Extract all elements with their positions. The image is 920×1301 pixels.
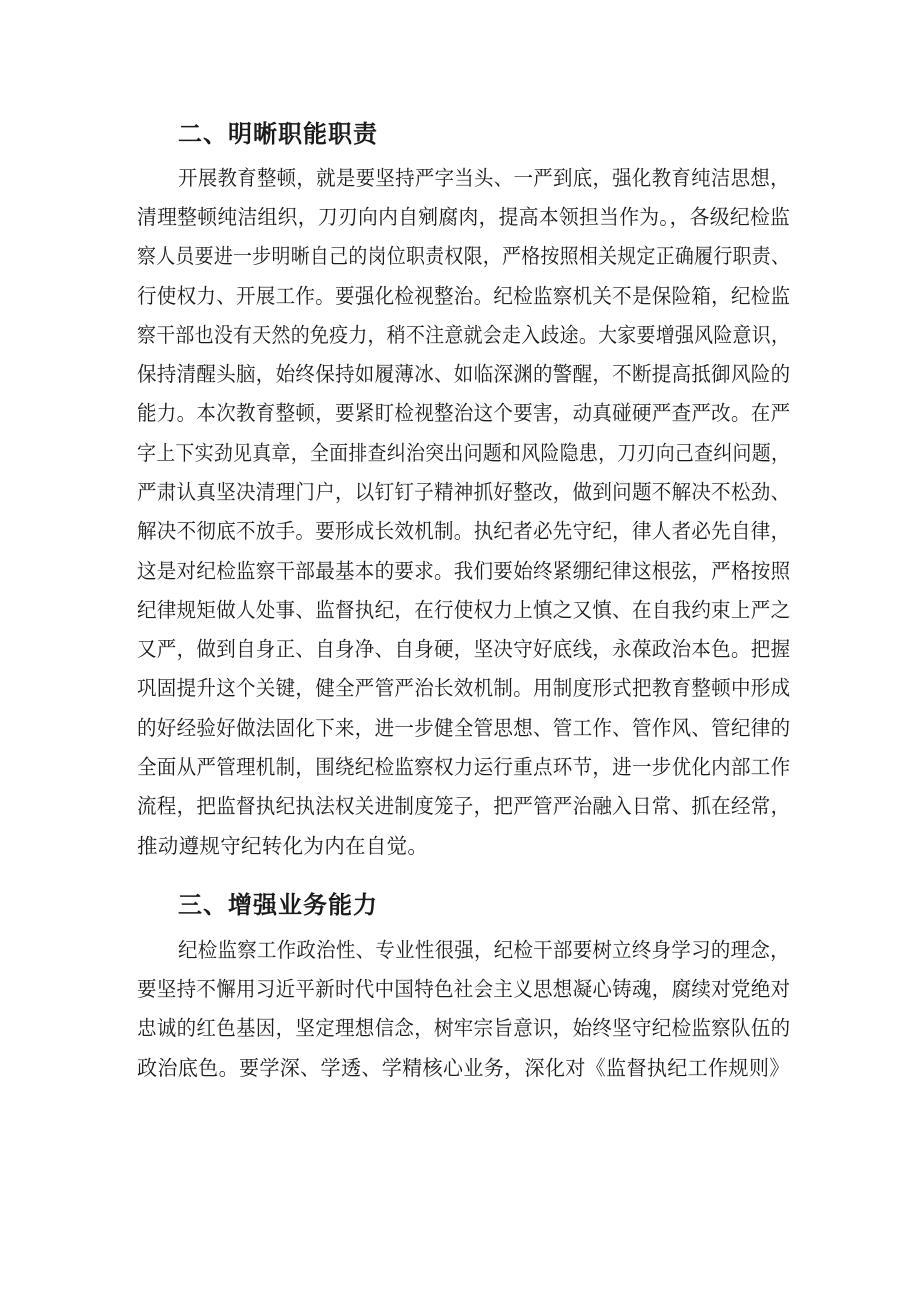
paragraph-line: 解决不彻底不放手。要形成长效机制。执纪者必先守纪，律人者必先自律， bbox=[137, 519, 791, 543]
paragraph-line: 察人员要进一步明晰自己的岗位职责权限，严格按照相关规定正确履行职责、 bbox=[137, 244, 791, 268]
paragraph-line: 全面从严管理机制，围绕纪检监察权力运行重点环节，进一步优化内部工作 bbox=[137, 755, 791, 779]
paragraph-line: 行使权力、开展工作。要强化检视整治。纪检监察机关不是保险箱，纪检监 bbox=[137, 284, 791, 308]
paragraph-line: 察干部也没有天然的免疫力，稍不注意就会走入歧途。大家要增强风险意识， bbox=[137, 323, 791, 347]
paragraph-line: 开展教育整顿，就是要坚持严字当头、一严到底，强化教育纯洁思想， bbox=[178, 166, 790, 190]
paragraph-line: 清理整顿纯洁组织，刀刃向内自剜腐肉，提高本领担当作为。，各级纪检监 bbox=[137, 205, 791, 229]
paragraph-line: 巩固提升这个关键，健全严管严治长效机制。用制度形式把教育整顿中形成 bbox=[137, 676, 791, 700]
paragraph-line: 的好经验好做法固化下来，进一步健全管思想、管工作、管作风、管纪律的 bbox=[137, 716, 791, 740]
paragraph-line: 保持清醒头脑，始终保持如履薄冰、如临深渊的警醒，不断提高抵御风险的 bbox=[137, 362, 791, 386]
paragraph-line: 字上下实劲见真章，全面排查纠治突出问题和风险隐患，刀刃向己查纠问题， bbox=[137, 441, 791, 465]
paragraph-line: 这是对纪检监察干部最基本的要求。我们要始终紧绷纪律这根弦，严格按照 bbox=[137, 559, 791, 583]
section-heading-2: 二、明晰职能职责 bbox=[178, 120, 378, 148]
paragraph-line: 流程，把监督执纪执法权关进制度笼子，把严管严治融入日常、抓在经常， bbox=[137, 794, 791, 818]
paragraph-line: 又严，做到自身正、自身净、自身硬，坚决守好底线，永葆政治本色。把握 bbox=[137, 637, 791, 661]
paragraph-line: 纪律规矩做人处事、监督执纪，在行使权力上慎之又慎、在自我约束上严之 bbox=[137, 598, 791, 622]
paragraph-line: 严肃认真坚决清理门户，以钉钉子精神抓好整改，做到问题不解决不松劲、 bbox=[137, 480, 791, 504]
paragraph-line: 忠诚的红色基因，坚定理想信念，树牢宗旨意识，始终坚守纪检监察队伍的 bbox=[137, 1016, 791, 1040]
section-heading-3: 三、增强业务能力 bbox=[178, 891, 378, 919]
paragraph-line: 能力。本次教育整顿，要紧盯检视整治这个要害，动真碰硬严查严改。在严 bbox=[137, 401, 791, 425]
paragraph-line: 要坚持不懈用习近平新时代中国特色社会主义思想凝心铸魂，腐续对党绝对 bbox=[137, 977, 791, 1001]
paragraph-line: 政治底色。要学深、学透、学精核心业务，深化对《监督执纪工作规则》 bbox=[137, 1056, 790, 1080]
paragraph-line: 推动遵规守纪转化为内在自觉。 bbox=[137, 834, 429, 858]
paragraph-line: 纪检监察工作政治性、专业性很强，纪检干部要树立终身学习的理念， bbox=[178, 938, 790, 962]
